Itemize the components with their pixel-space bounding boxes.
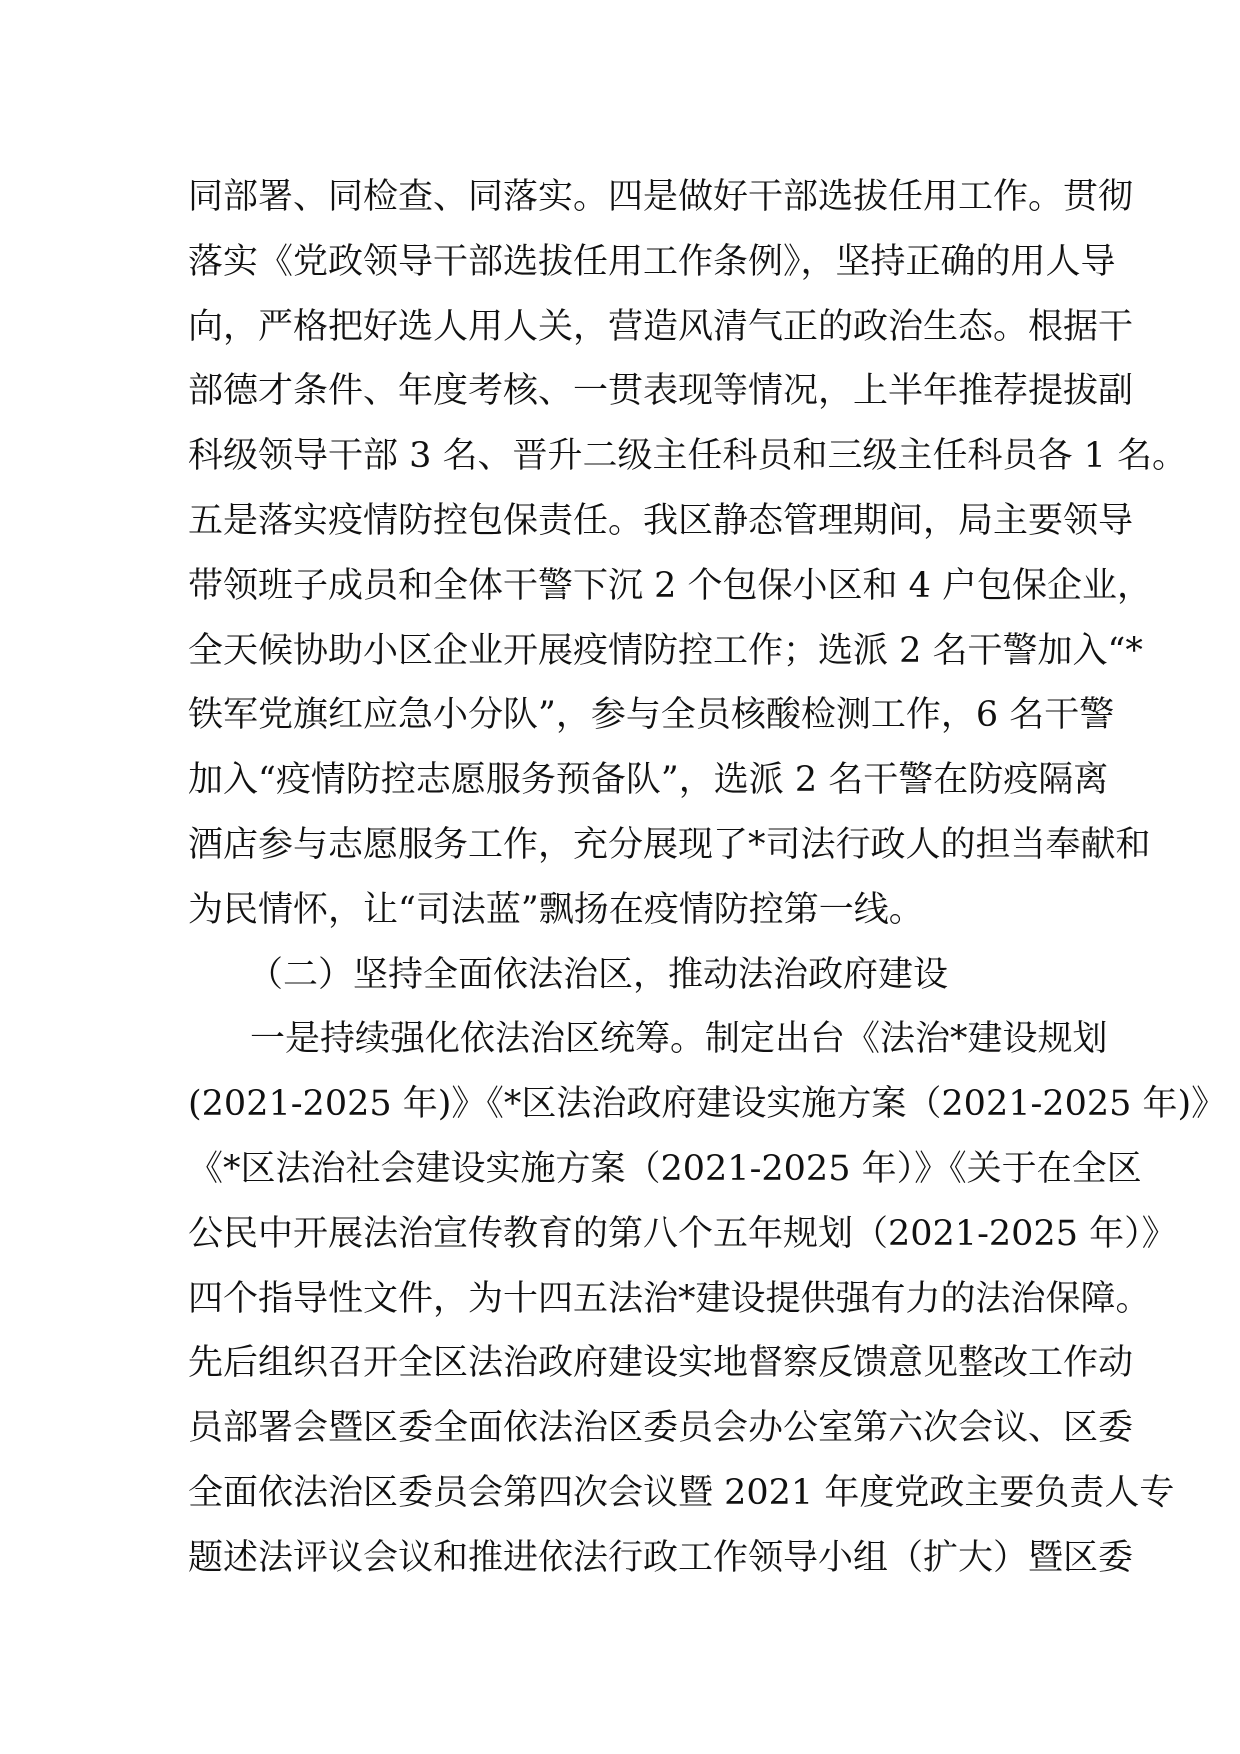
text-line: 四个指导性文件，为十四五法治*建设提供强有力的法治保障。 bbox=[188, 1278, 1151, 1319]
text-line: 部德才条件、年度考核、一贯表现等情况，上半年推荐提拔副 bbox=[188, 371, 1134, 412]
text-line: 落实《党政领导干部选拔任用工作条例》，坚持正确的用人导 bbox=[188, 241, 1116, 282]
body-text bbox=[188, 165, 1227, 1591]
text-line: 向，严格把好选人用人关，营造风清气正的政治生态。根据干 bbox=[188, 306, 1134, 347]
text-line: 同部署、同检查、同落实。四是做好干部选拔任用工作。贯彻 bbox=[188, 177, 1134, 217]
text-line: (2021-2025 年)》《*区法治政府建设实施方案（2021-2025 年)》 bbox=[188, 1084, 1227, 1125]
text-line: 加入“疫情防控志愿服务预备队”，选派 2 名干警在防疫隔离 bbox=[188, 760, 1109, 801]
text-line: 全天候协助小区企业开展疫情防控工作；选派 2 名干警加入“* bbox=[188, 630, 1143, 671]
text-line: 先后组织召开全区法治政府建设实地督察反馈意见整改工作动 bbox=[188, 1343, 1134, 1384]
text-line: 全面依法治区委员会第四次会议暨 2021 年度党政主要负责人专 bbox=[188, 1472, 1175, 1513]
text-line: 为民情怀，让“司法蓝”飘扬在疫情防控第一线。 bbox=[188, 889, 924, 930]
text-line: 员部署会暨区委全面依法治区委员会办公室第六次会议、区委 bbox=[188, 1408, 1134, 1449]
text-line: 酒店参与志愿服务工作，充分展现了*司法行政人的担当奉献和 bbox=[188, 824, 1151, 865]
text-line: 公民中开展法治宣传教育的第八个五年规划（2021-2025 年）》 bbox=[188, 1213, 1177, 1254]
section-heading: （二）坚持全面依法治区，推动法治政府建设 bbox=[248, 954, 949, 995]
text-line: 科级领导干部 3 名、晋升二级主任科员和三级主任科员各 1 名。 bbox=[188, 436, 1188, 477]
paragraph-start-line: 一是持续强化依法治区统筹。制定出台《法治*建设规划 bbox=[250, 1019, 1108, 1060]
text-line: 五是落实疫情防控包保责任。我区静态管理期间，局主要领导 bbox=[188, 500, 1134, 541]
text-line: 题述法评议会议和推进依法行政工作领导小组（扩大）暨区委 bbox=[188, 1537, 1134, 1578]
text-line: 《*区法治社会建设实施方案（2021-2025 年）》《关于在全区 bbox=[188, 1148, 1142, 1189]
text-line: 带领班子成员和全体干警下沉 2 个包保小区和 4 户包保企业， bbox=[188, 565, 1153, 606]
text-line: 铁军党旗红应急小分队”，参与全员核酸检测工作，6 名干警 bbox=[188, 695, 1115, 736]
